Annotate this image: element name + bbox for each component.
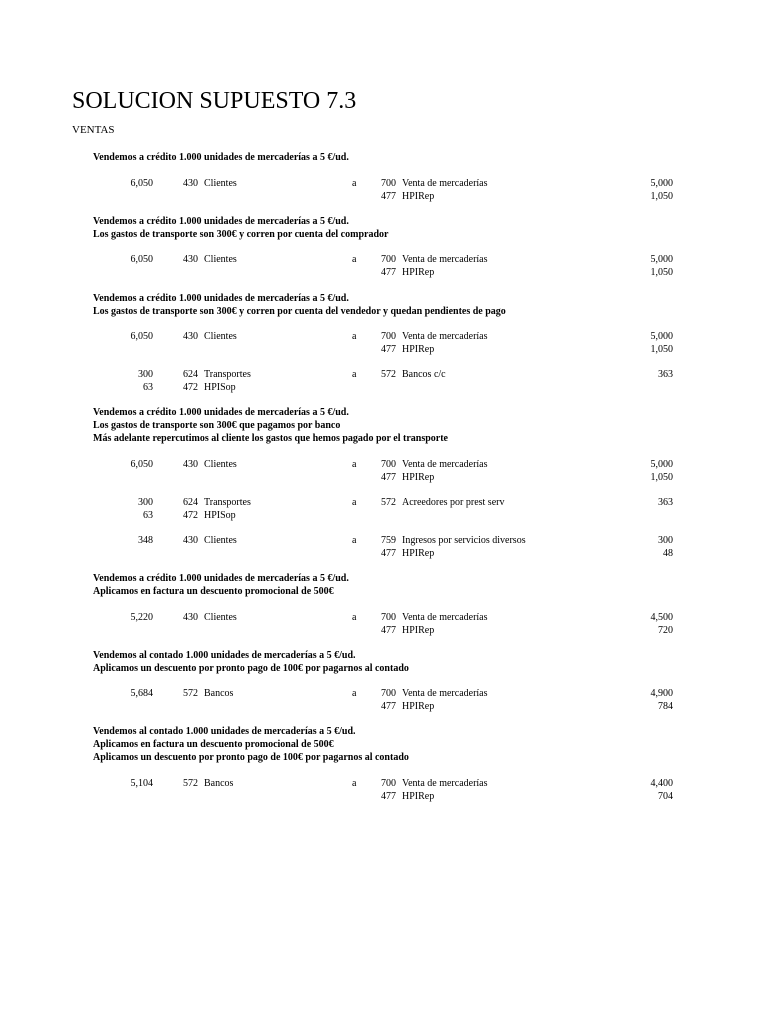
statement-line: Aplicamos un descuento por pronto pago de 100€ por pagarnos al contado xyxy=(93,663,409,674)
debit-amount: 300 xyxy=(138,369,153,380)
separator-a: a xyxy=(352,535,357,546)
credit-account-name: Venta de mercaderías xyxy=(402,688,488,699)
debit-amount: 300 xyxy=(138,497,153,508)
journal-line xyxy=(0,190,768,203)
statement-line: Vendemos a crédito 1.000 unidades de mercaderías a 5 €/ud. xyxy=(93,216,349,227)
credit-account-code: 759 xyxy=(381,535,396,546)
debit-account-name: Transportes xyxy=(204,369,251,380)
statement-line: Más adelante repercutimos al cliente los gastos que hemos pagado por el transporte xyxy=(93,433,448,444)
credit-account-name: HPIRep xyxy=(402,547,435,559)
statement-line: Vendemos al contado 1.000 unidades de mercaderías a 5 €/ud. xyxy=(93,650,356,661)
debit-account-name: HPISop xyxy=(204,509,236,521)
separator-a: a xyxy=(352,778,357,789)
debit-account-name: HPISop xyxy=(204,381,236,393)
debit-account-name: Transportes xyxy=(204,497,251,508)
credit-account-name: Acreedores por prest serv xyxy=(402,497,505,508)
credit-amount: 5,000 xyxy=(650,459,673,470)
journal-line xyxy=(0,509,768,522)
journal-line xyxy=(0,547,768,560)
credit-amount: 48 xyxy=(663,547,673,559)
debit-amount: 6,050 xyxy=(130,331,153,342)
credit-account-code: 700 xyxy=(381,688,396,699)
credit-account-name: HPIRep xyxy=(402,700,435,712)
credit-account-name: Ingresos por servicios diversos xyxy=(402,535,526,546)
credit-amount: 1,050 xyxy=(650,190,673,202)
credit-amount: 363 xyxy=(658,369,673,380)
journal-line xyxy=(0,624,768,637)
credit-account-code: 477 xyxy=(381,547,396,559)
statement-line: Aplicamos un descuento por pronto pago de 100€ por pagarnos al contado xyxy=(93,752,409,763)
credit-amount: 5,000 xyxy=(650,178,673,189)
journal-line xyxy=(0,266,768,279)
debit-account-name: Bancos xyxy=(204,688,234,699)
statement-line: Vendemos a crédito 1.000 unidades de mercaderías a 5 €/ud. xyxy=(93,573,349,584)
debit-account-code: 472 xyxy=(183,381,198,393)
debit-amount: 63 xyxy=(143,381,153,393)
credit-amount: 4,500 xyxy=(650,612,673,623)
debit-account-code: 572 xyxy=(183,778,198,789)
credit-amount: 300 xyxy=(658,535,673,546)
credit-account-code: 477 xyxy=(381,190,396,202)
debit-account-code: 430 xyxy=(183,178,198,189)
debit-account-name: Bancos xyxy=(204,778,234,789)
journal-line xyxy=(0,777,768,790)
statement-line: Vendemos al contado 1.000 unidades de mercaderías a 5 €/ud. xyxy=(93,726,356,737)
journal-line xyxy=(0,330,768,343)
debit-account-code: 624 xyxy=(183,369,198,380)
separator-a: a xyxy=(352,459,357,470)
statement-line: Los gastos de transporte son 300€ que pagamos por banco xyxy=(93,420,341,431)
statement-line: Los gastos de transporte son 300€ y corren por cuenta del vendedor y quedan pendientes de pago xyxy=(93,306,506,317)
credit-amount: 5,000 xyxy=(650,331,673,342)
credit-account-name: Venta de mercaderías xyxy=(402,459,488,470)
credit-account-code: 477 xyxy=(381,471,396,483)
debit-amount: 5,220 xyxy=(130,612,153,623)
debit-amount: 5,104 xyxy=(130,778,153,789)
debit-account-name: Clientes xyxy=(204,254,237,265)
credit-account-code: 700 xyxy=(381,254,396,265)
debit-account-code: 430 xyxy=(183,612,198,623)
debit-account-name: Clientes xyxy=(204,459,237,470)
debit-amount: 348 xyxy=(138,535,153,546)
credit-amount: 1,050 xyxy=(650,266,673,278)
journal-line xyxy=(0,381,768,394)
credit-account-code: 700 xyxy=(381,459,396,470)
credit-account-name: HPIRep xyxy=(402,190,435,202)
credit-amount: 1,050 xyxy=(650,343,673,355)
separator-a: a xyxy=(352,369,357,380)
debit-account-code: 430 xyxy=(183,459,198,470)
separator-a: a xyxy=(352,178,357,189)
journal-line xyxy=(0,687,768,700)
journal-line xyxy=(0,177,768,190)
statement-line: Aplicamos en factura un descuento promocional de 500€ xyxy=(93,739,334,750)
credit-account-code: 477 xyxy=(381,343,396,355)
credit-account-name: HPIRep xyxy=(402,624,435,636)
journal-line xyxy=(0,253,768,266)
statement-line: Vendemos a crédito 1.000 unidades de mercaderías a 5 €/ud. xyxy=(93,293,349,304)
statement-line: Vendemos a crédito 1.000 unidades de mercaderías a 5 €/ud. xyxy=(93,152,349,163)
separator-a: a xyxy=(352,331,357,342)
journal-line xyxy=(0,496,768,509)
statement-line: Los gastos de transporte son 300€ y corren por cuenta del comprador xyxy=(93,229,389,240)
journal-line xyxy=(0,471,768,484)
debit-account-name: Clientes xyxy=(204,178,237,189)
debit-account-name: Clientes xyxy=(204,535,237,546)
debit-account-code: 572 xyxy=(183,688,198,699)
credit-account-code: 477 xyxy=(381,624,396,636)
credit-account-name: Venta de mercaderías xyxy=(402,178,488,189)
debit-account-code: 472 xyxy=(183,509,198,521)
journal-line xyxy=(0,534,768,547)
credit-account-code: 572 xyxy=(381,497,396,508)
separator-a: a xyxy=(352,612,357,623)
debit-account-code: 430 xyxy=(183,331,198,342)
credit-account-name: Venta de mercaderías xyxy=(402,331,488,342)
credit-account-name: Bancos c/c xyxy=(402,369,446,380)
credit-account-name: Venta de mercaderías xyxy=(402,778,488,789)
section-heading: VENTAS xyxy=(72,124,115,136)
separator-a: a xyxy=(352,254,357,265)
credit-amount: 4,900 xyxy=(650,688,673,699)
statement-line: Vendemos a crédito 1.000 unidades de mercaderías a 5 €/ud. xyxy=(93,407,349,418)
credit-account-code: 572 xyxy=(381,369,396,380)
journal-line xyxy=(0,343,768,356)
debit-account-code: 430 xyxy=(183,254,198,265)
debit-amount: 63 xyxy=(143,509,153,521)
debit-account-code: 624 xyxy=(183,497,198,508)
statement-line: Aplicamos en factura un descuento promocional de 500€ xyxy=(93,586,334,597)
credit-account-name: Venta de mercaderías xyxy=(402,612,488,623)
credit-amount: 4,400 xyxy=(650,778,673,789)
credit-account-code: 477 xyxy=(381,700,396,712)
credit-account-code: 700 xyxy=(381,331,396,342)
debit-amount: 6,050 xyxy=(130,459,153,470)
debit-account-code: 430 xyxy=(183,535,198,546)
credit-account-name: Venta de mercaderías xyxy=(402,254,488,265)
debit-account-name: Clientes xyxy=(204,331,237,342)
separator-a: a xyxy=(352,497,357,508)
credit-account-code: 700 xyxy=(381,778,396,789)
journal-line xyxy=(0,611,768,624)
credit-amount: 704 xyxy=(658,790,673,802)
debit-amount: 6,050 xyxy=(130,254,153,265)
credit-amount: 720 xyxy=(658,624,673,636)
credit-account-code: 700 xyxy=(381,612,396,623)
debit-amount: 6,050 xyxy=(130,178,153,189)
journal-line xyxy=(0,790,768,803)
journal-line xyxy=(0,368,768,381)
separator-a: a xyxy=(352,688,357,699)
credit-amount: 5,000 xyxy=(650,254,673,265)
credit-account-name: HPIRep xyxy=(402,343,435,355)
journal-line xyxy=(0,700,768,713)
credit-account-name: HPIRep xyxy=(402,471,435,483)
debit-amount: 5,684 xyxy=(130,688,153,699)
journal-line xyxy=(0,458,768,471)
credit-account-name: HPIRep xyxy=(402,266,435,278)
page-title: SOLUCION SUPUESTO 7.3 xyxy=(72,88,357,114)
credit-amount: 784 xyxy=(658,700,673,712)
credit-account-code: 700 xyxy=(381,178,396,189)
credit-amount: 1,050 xyxy=(650,471,673,483)
credit-amount: 363 xyxy=(658,497,673,508)
credit-account-code: 477 xyxy=(381,266,396,278)
credit-account-code: 477 xyxy=(381,790,396,802)
credit-account-name: HPIRep xyxy=(402,790,435,802)
debit-account-name: Clientes xyxy=(204,612,237,623)
